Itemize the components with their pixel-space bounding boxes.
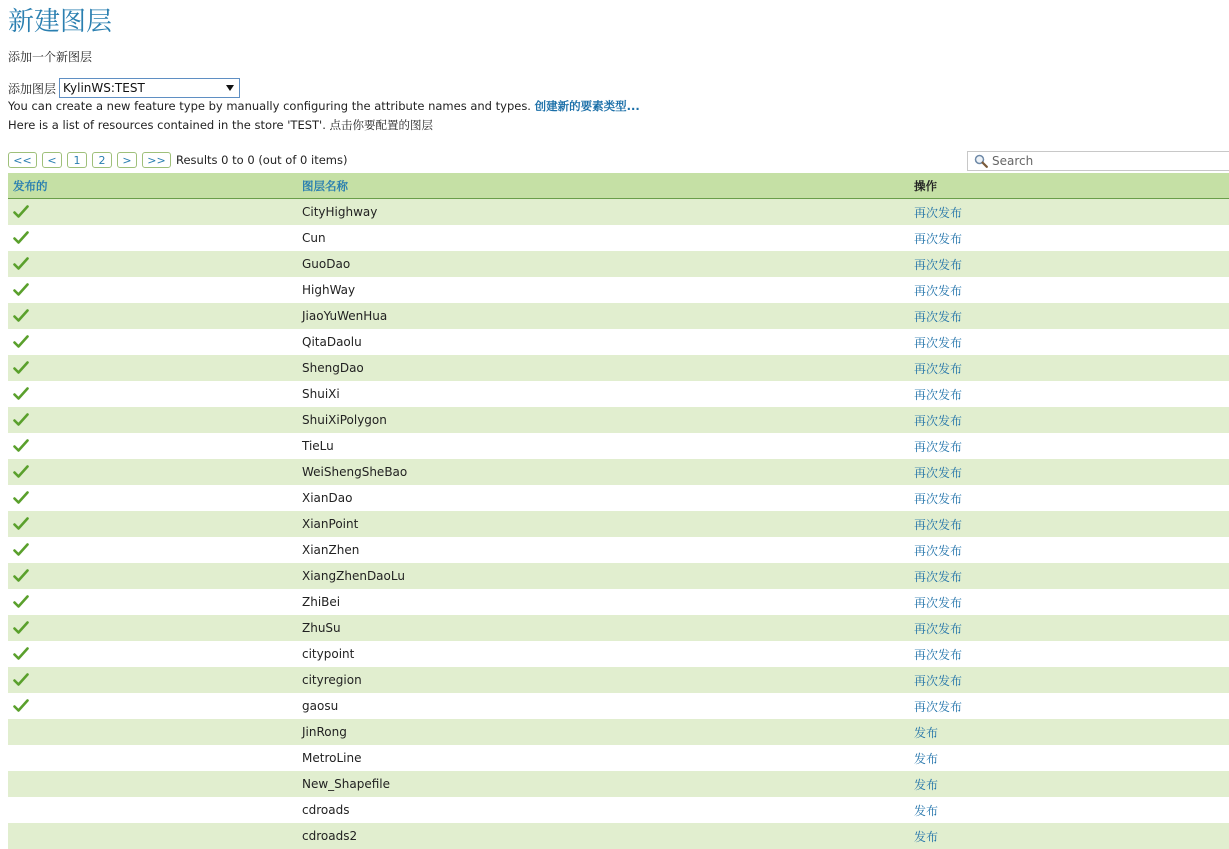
checkmark-icon (13, 205, 29, 219)
action-cell (914, 594, 1229, 611)
checkmark-icon (13, 595, 29, 609)
published-cell (8, 491, 302, 505)
create-feature-type-text: You can create a new feature type by manually configuring the attribute names and types. (8, 99, 531, 113)
action-cell (914, 490, 1229, 507)
layer-name: HighWay (302, 283, 356, 297)
published-cell (8, 231, 302, 245)
republish-link[interactable]: 再次发布 (914, 335, 963, 350)
action-cell (914, 464, 1229, 481)
table-row (8, 693, 1229, 719)
republish-link[interactable]: 再次发布 (914, 257, 963, 272)
action-cell (914, 308, 1229, 325)
action-cell (914, 256, 1229, 273)
table-row (8, 277, 1229, 303)
header-published[interactable]: 发布的 (13, 178, 48, 193)
pager-first-button[interactable]: << (8, 152, 37, 168)
checkmark-icon (13, 335, 29, 349)
republish-link[interactable]: 再次发布 (914, 699, 963, 714)
results-count: Results 0 to 0 (out of 0 items) (176, 153, 348, 167)
checkmark-icon (13, 543, 29, 557)
checkmark-icon (13, 699, 29, 713)
checkmark-icon (13, 465, 29, 479)
action-cell (914, 230, 1229, 247)
published-cell (8, 647, 302, 661)
layer-name: gaosu (302, 699, 339, 713)
published-cell (8, 673, 302, 687)
checkmark-icon (13, 257, 29, 271)
layer-name: ZhuSu (302, 621, 341, 635)
checkmark-icon (13, 283, 29, 297)
magnifier-icon (974, 154, 988, 168)
action-cell (914, 776, 1229, 793)
layer-name: cdroads2 (302, 829, 358, 843)
published-cell (8, 569, 302, 583)
layer-name: ShuiXiPolygon (302, 413, 387, 427)
table-row (8, 459, 1229, 485)
layer-name: WeiShengSheBao (302, 465, 408, 479)
publish-link[interactable]: 发布 (914, 803, 939, 818)
layer-name: citypoint (302, 647, 355, 661)
pager-page-1-button[interactable]: 1 (67, 152, 87, 168)
table-row (8, 771, 1229, 797)
table-row (8, 329, 1229, 355)
action-cell (914, 828, 1229, 845)
action-cell (914, 204, 1229, 221)
checkmark-icon (13, 361, 29, 375)
action-cell (914, 360, 1229, 377)
table-row (8, 797, 1229, 823)
dropdown-arrow-icon (226, 85, 234, 91)
layer-name: XianZhen (302, 543, 360, 557)
add-layer-label: 添加图层 (8, 81, 57, 96)
layer-name: CityHighway (302, 205, 378, 219)
checkmark-icon (13, 231, 29, 245)
table-row (8, 537, 1229, 563)
layer-name: JinRong (302, 725, 347, 739)
layer-name: XianDao (302, 491, 353, 505)
create-feature-type-info (8, 98, 640, 114)
create-feature-type-link[interactable]: 创建新的要素类型... (534, 99, 640, 113)
republish-link[interactable]: 再次发布 (914, 205, 963, 220)
table-row (8, 407, 1229, 433)
page-title: 新建图层 (8, 7, 113, 37)
layer-name: ShengDao (302, 361, 364, 375)
republish-link[interactable]: 再次发布 (914, 231, 963, 246)
published-cell (8, 205, 302, 219)
table-row (8, 823, 1229, 849)
layer-name: ShuiXi (302, 387, 340, 401)
action-cell (914, 672, 1229, 689)
checkmark-icon (13, 621, 29, 635)
header-action: 操作 (914, 178, 937, 193)
publish-link[interactable]: 发布 (914, 777, 939, 792)
republish-link[interactable]: 再次发布 (914, 439, 963, 454)
table-row (8, 511, 1229, 537)
published-cell (8, 361, 302, 375)
republish-link[interactable]: 再次发布 (914, 673, 963, 688)
republish-link[interactable]: 再次发布 (914, 569, 963, 584)
header-layer-name[interactable]: 图层名称 (302, 178, 348, 193)
action-cell (914, 724, 1229, 741)
page-subtitle: 添加一个新图层 (8, 50, 93, 64)
layer-name: JiaoYuWenHua (302, 309, 388, 323)
published-cell (8, 595, 302, 609)
layer-name: XiangZhenDaoLu (302, 569, 405, 583)
layer-name: cityregion (302, 673, 362, 687)
pager (8, 151, 347, 169)
table-row (8, 745, 1229, 771)
checkmark-icon (13, 673, 29, 687)
action-cell (914, 542, 1229, 559)
action-cell (914, 698, 1229, 715)
republish-link[interactable]: 再次发布 (914, 543, 963, 558)
store-select-value: KylinWS:TEST (63, 81, 145, 95)
table-row (8, 667, 1229, 693)
published-cell (8, 413, 302, 427)
republish-link[interactable]: 再次发布 (914, 465, 963, 480)
published-cell (8, 517, 302, 531)
published-cell (8, 465, 302, 479)
republish-link[interactable]: 再次发布 (914, 621, 963, 636)
action-cell (914, 568, 1229, 585)
action-cell (914, 412, 1229, 429)
republish-link[interactable]: 再次发布 (914, 517, 963, 532)
action-cell (914, 386, 1229, 403)
table-row (8, 589, 1229, 615)
checkmark-icon (13, 309, 29, 323)
table-body (8, 199, 1229, 849)
published-cell (8, 699, 302, 713)
published-cell (8, 621, 302, 635)
layer-name: MetroLine (302, 751, 362, 765)
layers-table (8, 173, 1229, 849)
published-cell (8, 283, 302, 297)
table-row (8, 485, 1229, 511)
checkmark-icon (13, 439, 29, 453)
republish-link[interactable]: 再次发布 (914, 387, 963, 402)
add-layer-row (8, 78, 240, 98)
layer-name: ZhiBei (302, 595, 341, 609)
action-cell (914, 750, 1229, 767)
table-row (8, 303, 1229, 329)
checkmark-icon (13, 517, 29, 531)
published-cell (8, 439, 302, 453)
layer-name: New_Shapefile (302, 777, 391, 791)
pager-next-button[interactable]: > (117, 152, 137, 168)
table-row (8, 355, 1229, 381)
table-row (8, 251, 1229, 277)
store-resources-info: Here is a list of resources contained in the store 'TEST'. 点击你要配置的图层 (8, 118, 434, 132)
publish-link[interactable]: 发布 (914, 725, 939, 740)
layer-name: QitaDaolu (302, 335, 362, 349)
pager-last-button[interactable]: >> (142, 152, 171, 168)
action-cell (914, 438, 1229, 455)
republish-link[interactable]: 再次发布 (914, 361, 963, 376)
republish-link[interactable]: 再次发布 (914, 647, 963, 662)
publish-link[interactable]: 发布 (914, 829, 939, 844)
action-cell (914, 334, 1229, 351)
republish-link[interactable]: 再次发布 (914, 491, 963, 506)
published-cell (8, 257, 302, 271)
action-cell (914, 646, 1229, 663)
table-row (8, 433, 1229, 459)
checkmark-icon (13, 491, 29, 505)
search-input[interactable] (992, 154, 1212, 168)
table-row (8, 199, 1229, 225)
action-cell (914, 516, 1229, 533)
published-cell (8, 309, 302, 323)
published-cell (8, 543, 302, 557)
pager-page-2-button[interactable]: 2 (92, 152, 112, 168)
table-header (8, 173, 1229, 199)
layer-name: XianPoint (302, 517, 359, 531)
table-row (8, 563, 1229, 589)
checkmark-icon (13, 413, 29, 427)
layer-name: GuoDao (302, 257, 351, 271)
republish-link[interactable]: 再次发布 (914, 595, 963, 610)
action-cell (914, 282, 1229, 299)
action-cell (914, 802, 1229, 819)
action-cell (914, 620, 1229, 637)
checkmark-icon (13, 647, 29, 661)
store-select[interactable] (59, 78, 240, 98)
layer-name: cdroads (302, 803, 350, 817)
pager-prev-button[interactable]: < (42, 152, 62, 168)
search-box[interactable] (967, 151, 1229, 171)
republish-link[interactable]: 再次发布 (914, 413, 963, 428)
checkmark-icon (13, 569, 29, 583)
republish-link[interactable]: 再次发布 (914, 283, 963, 298)
checkmark-icon (13, 387, 29, 401)
republish-link[interactable]: 再次发布 (914, 309, 963, 324)
table-row (8, 225, 1229, 251)
table-row (8, 719, 1229, 745)
table-row (8, 615, 1229, 641)
layer-name: Cun (302, 231, 326, 245)
published-cell (8, 335, 302, 349)
layer-name: TieLu (302, 439, 334, 453)
published-cell (8, 387, 302, 401)
publish-link[interactable]: 发布 (914, 751, 939, 766)
table-row (8, 641, 1229, 667)
table-row (8, 381, 1229, 407)
